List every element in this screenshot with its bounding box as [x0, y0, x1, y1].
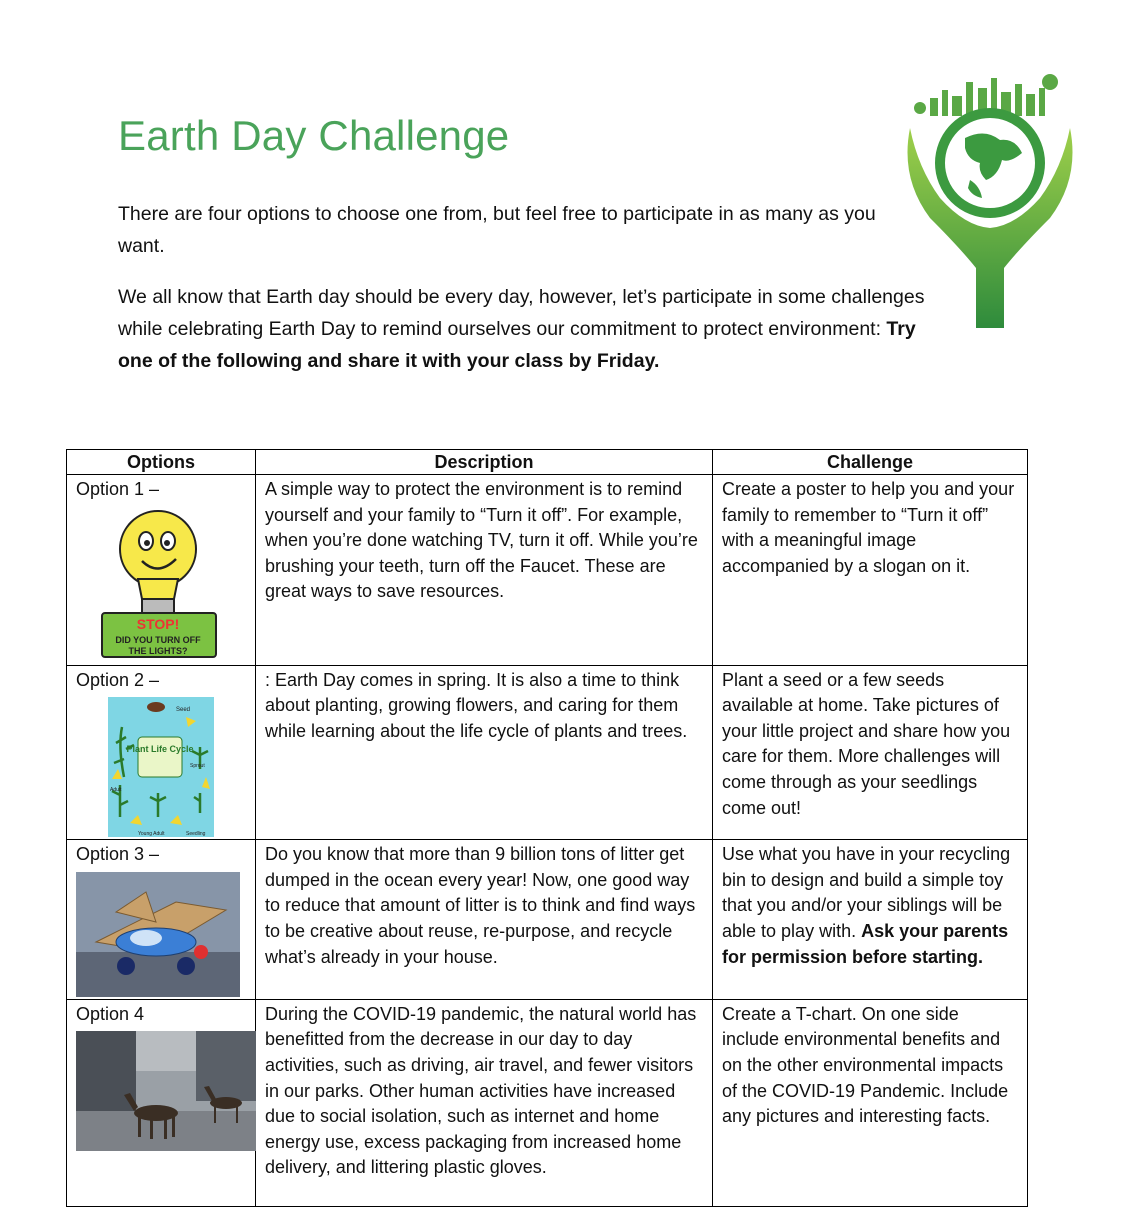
- adult-label: Adult: [110, 787, 122, 794]
- sprout-label: Sprout: [190, 763, 205, 770]
- header-description: Description: [256, 450, 713, 475]
- options-table: [66, 449, 1028, 1207]
- recycled-toy-plane-image: [76, 872, 240, 997]
- deer-in-city-image: [76, 1031, 256, 1151]
- table-row: [67, 475, 1028, 666]
- option-cell: [67, 665, 256, 840]
- seedling-label: Seedling: [186, 831, 206, 838]
- intro-paragraph-2-text: We all know that Earth day should be every day, however, let’s participate in some challenges while celebrating Earth Day to remind ourselves our commitment to protect environment:: [118, 286, 925, 340]
- table-row: [67, 999, 1028, 1206]
- table-header-row: [67, 450, 1028, 475]
- intro-paragraph-2-bold: Try one of the following and share it with your class by Friday.: [118, 318, 916, 372]
- description-cell: A simple way to protect the environment is to remind yourself and your family to “Turn it off”. For example, when you’re done watching TV, turn it off. While you’re brushing your teeth, turn off the Faucet. These are great ways to save resources.: [256, 475, 713, 666]
- sign-line3-text: THE LIGHTS?: [128, 645, 188, 656]
- intro-paragraph-2: [118, 281, 938, 377]
- plant-title-text: Plant Life Cycle: [126, 744, 194, 755]
- seed-label: Seed: [176, 707, 191, 714]
- header-challenge: Challenge: [713, 450, 1028, 475]
- description-cell: During the COVID-19 pandemic, the natural world has benefitted from the decrease in our day to day activities, such as driving, air travel, and fewer visitors in our parks. Other human activities have increased due to social isolation, such as internet and home energy use, excess packaging from increased home delivery, and littering plastic gloves.: [256, 999, 713, 1206]
- option-cell: [67, 999, 256, 1206]
- challenge-cell: Create a poster to help you and your family to remember to “Turn it off” with a meaningful image accompanied by a slogan on it.: [713, 475, 1028, 666]
- option-label: Option 1 –: [76, 479, 160, 499]
- option-label: Option 3 –: [76, 844, 160, 865]
- sign-line2-text: DID YOU TURN OFF: [115, 634, 201, 645]
- plant-life-cycle-image: [108, 697, 214, 837]
- sign-stop-text: STOP!: [136, 615, 180, 632]
- lightbulb-stop-image: [100, 507, 218, 663]
- description-cell: : Earth Day comes in spring. It is also a time to think about planting, growing flowers, and caring for them while learning about the life cycle of plants and trees.: [256, 665, 713, 840]
- challenge-bold-text: Ask your parents for permission before starting.: [722, 920, 1009, 967]
- option-cell: [67, 840, 256, 1000]
- challenge-text: Use what you have in your recycling bin to design and build a simple toy that you and/or your siblings will be able to play with.: [722, 844, 1011, 941]
- intro-paragraph: There are four options to choose one from, but feel free to participate in as many as you want.: [118, 203, 876, 257]
- challenge-cell: [713, 840, 1028, 1000]
- option-label: Option 2 –: [76, 669, 160, 690]
- option-cell: [67, 475, 256, 666]
- page-title: Earth Day Challenge: [118, 112, 510, 159]
- option-label: Option 4: [76, 1003, 145, 1024]
- header-options: Options: [67, 450, 256, 475]
- table-row: [67, 665, 1028, 840]
- challenge-cell: Create a T-chart. On one side include environmental benefits and on the other environmental impacts of the COVID-19 Pandemic. Include any pictures and interesting facts.: [713, 999, 1028, 1206]
- challenge-cell: Plant a seed or a few seeds available at home. Take pictures of your little project and share how you care for them. More challenges will come through as your seedlings come out!: [713, 665, 1028, 840]
- table-row: [67, 840, 1028, 1000]
- young-adult-label: Young Adult: [138, 831, 165, 838]
- description-cell: Do you know that more than 9 billion tons of litter get dumped in the ocean every year! Now, one good way to reduce that amount of litter is to think and find ways to be creative about reuse, re-purpose, and recycle what’s already in your house.: [256, 840, 713, 1000]
